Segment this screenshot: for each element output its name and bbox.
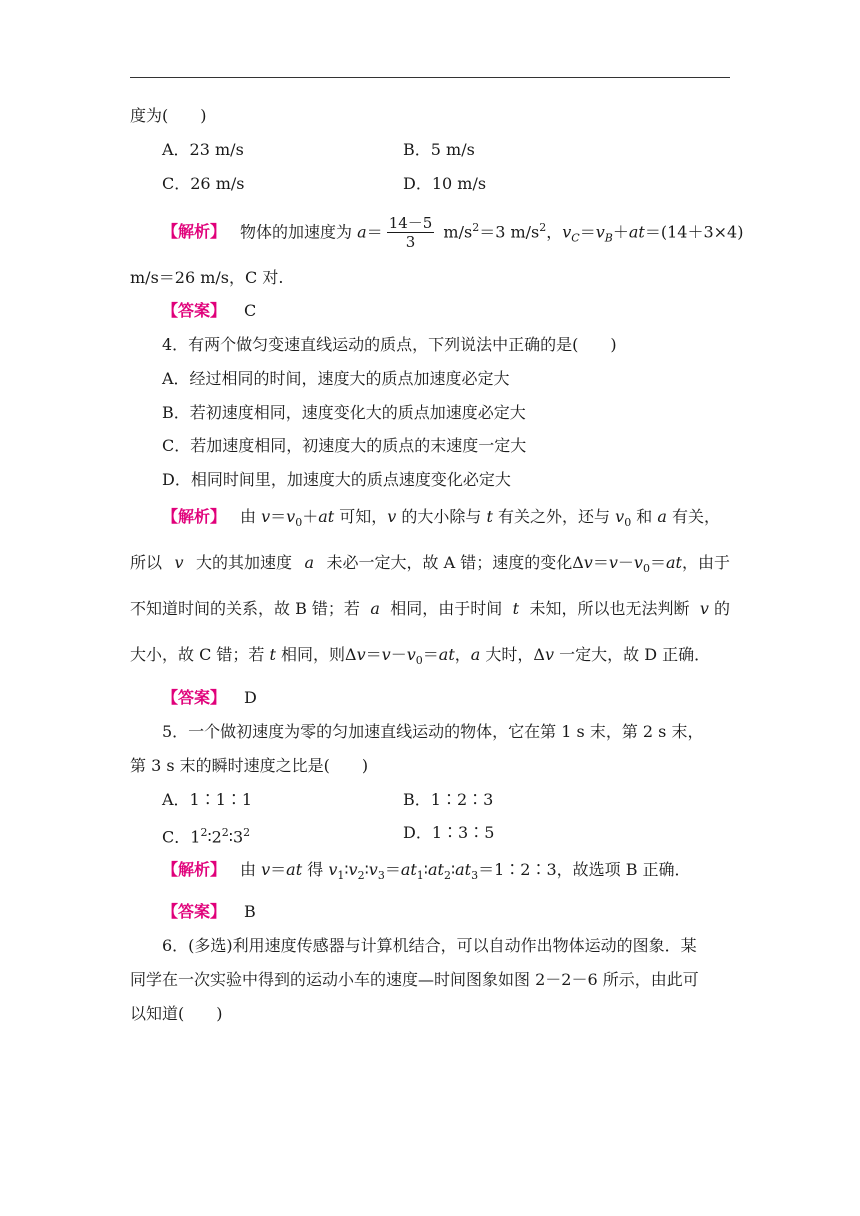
q6-line3: 以知道( )	[130, 1004, 223, 1023]
q3-answer-value: C	[244, 301, 257, 320]
q4-analysis-line4: 大小，故 C 错；若 t 相同，则$\Delta v=v-v_0=at$，a 大时，Δv 一定大，故 D 正确．	[130, 645, 711, 668]
q3-option-a: A．23 m/s	[162, 140, 244, 159]
q6-line2: 同学在一次实验中得到的运动小车的速度—时间图象如图 2－2－6 所示，由此可	[130, 970, 699, 989]
analysis-label: 【解析】	[162, 222, 227, 242]
q3-fraction	[387, 214, 435, 251]
answer-label: 【答案】	[162, 902, 227, 921]
q5-stem-line1: 5．一个做初速度为零的匀加速直线运动的物体，它在第 1 s 末，第 2 s 末，	[162, 722, 704, 741]
q6-line1: 6．(多选)利用速度传感器与计算机结合，可以自动作出物体运动的图象．某	[162, 936, 697, 955]
q3-option-d: D．10 m/s	[403, 174, 487, 193]
answer-label: 【答案】	[162, 301, 227, 320]
q3-stem-tail: 度为( )	[130, 106, 207, 125]
q4-option-d: D．相同时间里，加速度大的质点速度变化必定大	[162, 470, 511, 489]
q4-analysis-line1: 【解析】 由 $v=v_0+at$ 可知，v 的大小除与 t 有关之外，还与 $v_0$ 和 a 有关，	[162, 507, 721, 530]
q4-analysis-line2: 所以 v 大的其加速度 a 未必一定大，故 A 错；速度的变化$\Delta v=v-v_0=at$，由于	[130, 553, 730, 576]
q4-analysis-line3: 不知道时间的关系，故 B 错；若 a 相同，由于时间 t 未知，所以也无法判断 v 的	[130, 599, 730, 618]
q5-analysis: 【解析】 由 v＝at 得 $v_1∶v_2∶v_3=at_1∶at_2∶at_3=1∶2∶3$，故选项 B 正确．	[162, 860, 691, 883]
q3-option-c: C．26 m/s	[162, 174, 245, 193]
q3-answer	[162, 301, 256, 321]
q5-option-d: D．1∶3∶5	[403, 823, 495, 842]
q5-option-a: A．1∶1∶1	[162, 790, 253, 809]
q3-option-b: B．5 m/s	[403, 140, 475, 159]
header-rule	[130, 77, 730, 78]
q4-answer-value: D	[244, 688, 257, 707]
q5-option-c: C．$1^2∶2^2∶3^2$	[162, 826, 251, 847]
q5-option-b: B．1∶2∶3	[403, 790, 494, 809]
analysis-label: 【解析】	[162, 507, 227, 526]
fraction-numerator: 14－5	[388, 214, 433, 233]
q5-answer-value: B	[244, 902, 256, 921]
q4-option-c: C．若加速度相同，初速度大的质点的末速度一定大	[162, 436, 527, 455]
q4-stem: 4．有两个做匀变速直线运动的质点，下列说法中正确的是( )	[162, 335, 617, 354]
q5-answer	[162, 902, 256, 922]
q4-option-a: A．经过相同的时间，速度大的质点加速度必定大	[162, 369, 510, 388]
q4-option-b: B．若初速度相同，速度变化大的质点加速度必定大	[162, 403, 526, 422]
analysis-label: 【解析】	[162, 860, 227, 879]
q5-stem-line2: 第 3 s 末的瞬时速度之比是( )	[130, 756, 369, 775]
q3-analysis: 【解析】 物体的加速度为 a＝ $\frac{14-5}{3}$ $m/s^2=3$ $m/s^2$，$v_C=v_B+at=(14+3\times 4)$	[162, 214, 744, 252]
fraction-denominator: 3	[405, 233, 416, 252]
q3-analysis-pre: 物体的加速度为	[240, 222, 353, 242]
q3-analysis-line2: m/s＝26 m/s，C 对.	[130, 268, 284, 287]
answer-label: 【答案】	[162, 688, 227, 707]
q4-answer	[162, 688, 257, 708]
